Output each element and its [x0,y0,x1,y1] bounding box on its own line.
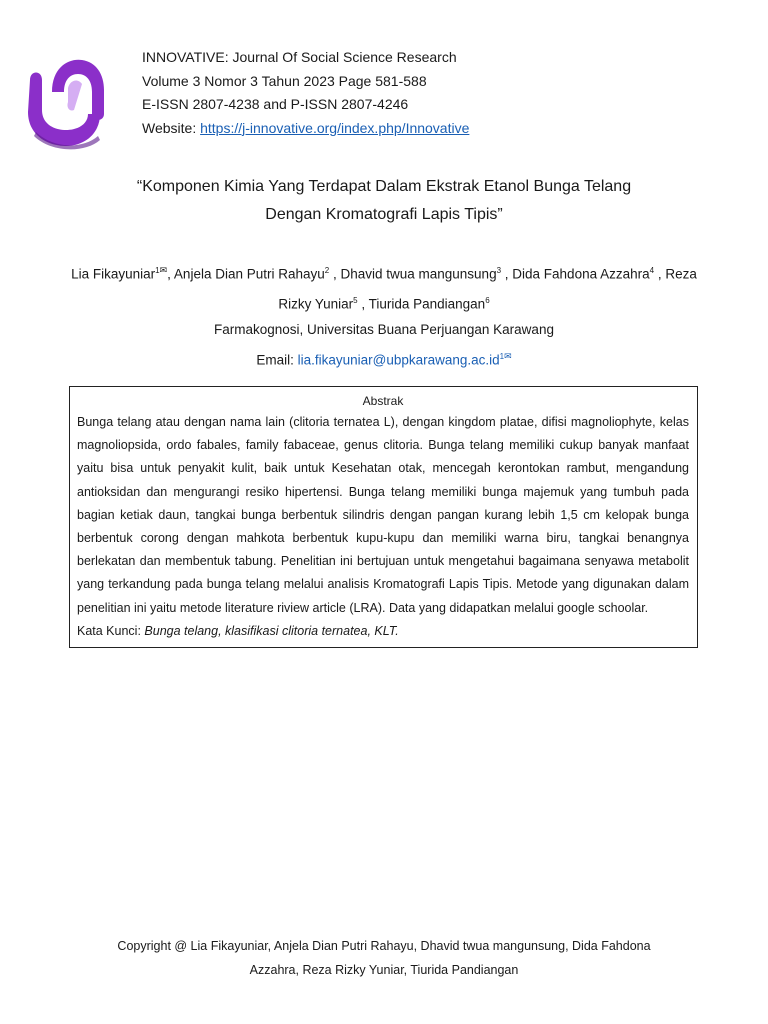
innovative-journal-logo [22,52,108,152]
keywords [77,620,689,643]
keywords-text: Bunga telang, klasifikasi clitoria ternatea, KLT. [144,623,399,638]
journal-website [142,117,469,141]
keywords-label: Kata Kunci: [77,623,145,638]
journal-volume: Volume 3 Nomor 3 Tahun 2023 Page 581-588 [142,72,427,89]
title-line-2: Dengan Kromatografi Lapis Tipis” [265,206,503,223]
copyright-line-1: Copyright @ Lia Fikayuniar, Anjela Dian Putri Rahayu, Dhavid twua mangunsung, Dida Fahdona [117,939,651,953]
email-sup: 1 [499,352,505,361]
email-line [60,343,708,374]
email-label: Email: [256,352,298,368]
affiliation: Farmakognosi, Universitas Buana Perjuangan Karawang [214,322,554,337]
author-list [60,257,708,317]
author-name: Lia Fikayuniar [71,266,156,282]
paper-title [60,173,708,229]
author-sup: 4 [649,266,655,275]
journal-issn: E-ISSN 2807-4238 and P-ISSN 2807-4246 [142,96,409,112]
author-sup: 2 [324,266,330,275]
website-link[interactable]: https://j-innovative.org/index.php/Innovative [200,119,470,136]
website-label: Website: [142,119,201,136]
author-sup: 3 [496,266,502,275]
authors-block [60,257,708,374]
author-name: , Dhavid twua mangunsung [329,266,497,282]
journal-name: INNOVATIVE: Journal Of Social Science Research [142,49,457,65]
envelope-icon: ✉ [159,265,168,275]
author-name: , Reza Rizky Yuniar [278,266,697,311]
title-line-1: “Komponen Kimia Yang Terdapat Dalam Ekstrak Etanol Bunga Telang [136,178,632,195]
author-sup: 6 [485,295,490,305]
journal-header [142,46,469,140]
email-link[interactable]: lia.fikayuniar@ubpkarawang.ac.id [297,352,500,368]
abstract-body: Bunga telang atau dengan nama lain (clitoria ternatea L), dengan kingdom platae, difisi magnoliophyte, kelas magnoliopsida, ordo fabales, family fabaceae, genus clitoria. Bunga telang memiliki cukup banyak manfaat yaitu bisa untuk penyakit kulit, baik untuk Kesehatan otak, mencegah kerontokan rambut, mengandung antioksidan dan mengurangi resiko hipertensi. Bunga telang memiliki bunga majemuk yang tumbuh pada bagian ketiak daun, tangkai bunga berbentuk silindris dengan pangan kurang lebih 1,5 cm kelopak bunga berbentuk corong dengan mahkota berbentuk kupu-kupu dan memiliki warna biru, tangkai benangnya berlekatan dan membentuk tabung. Penelitian ini bertujuan untuk mengetahui bagaimana senyawa metabolit yang terkandung pada bunga telang melalui analisis Kromatografi Lapis Tipis. Metode yang digunakan dalam penelitian ini yaitu metode literature riview article (LRA). Data yang didapatkan melalui google schoolar. [77,415,689,615]
abstract-heading: Abstrak [362,394,404,408]
author-sup: 1 [155,266,160,275]
abstract-box [69,386,698,648]
author-name: , Dida Fahdona Azzahra [501,266,650,282]
author-name: , Tiurida Pandiangan [357,296,486,311]
author-name: , Anjela Dian Putri Rahayu [167,266,325,282]
copyright-line-2: Azzahra, Reza Rizky Yuniar, Tiurida Pandiangan [249,962,519,977]
envelope-icon: ✉ [504,351,512,361]
copyright-footer [60,935,708,982]
author-sup: 5 [353,295,358,305]
